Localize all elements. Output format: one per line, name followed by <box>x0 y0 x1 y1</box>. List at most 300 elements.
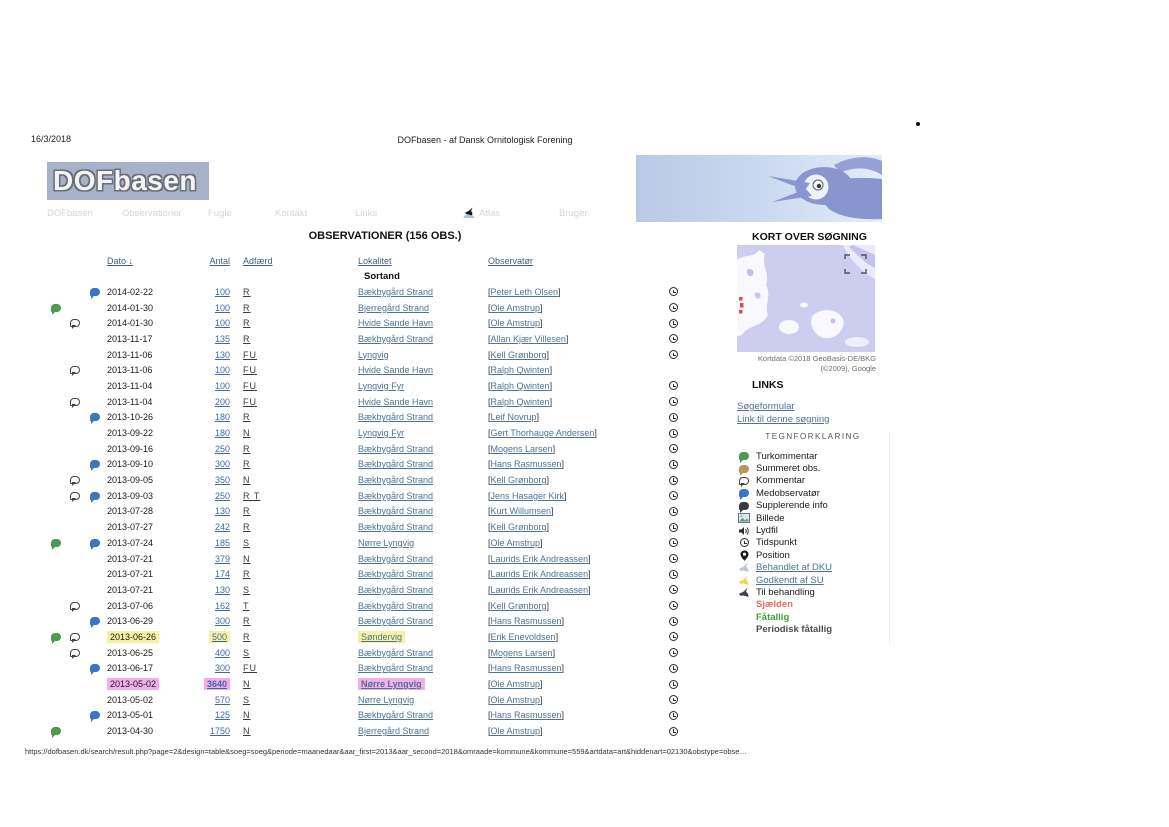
obs-locality-link[interactable]: Bækbygård Strand <box>358 443 434 454</box>
obs-count-link[interactable]: 180 <box>214 412 230 423</box>
obs-observer-link[interactable]: Kell Grønborg <box>490 349 547 360</box>
obs-observer-link[interactable]: Ralph Qwinten <box>490 380 550 391</box>
obs-observer-link[interactable]: Laurids Erik Andreassen <box>490 569 589 580</box>
obs-date: 2013-09-22 <box>107 428 154 439</box>
bird-pending-icon <box>738 587 750 598</box>
obs-observer: [Hans Rasmussen] <box>488 459 565 470</box>
obs-observer-link[interactable]: Ralph Qwinten <box>490 396 550 407</box>
kommentar-icon[interactable] <box>70 476 80 484</box>
obs-locality-link[interactable]: Lyngvig Fyr <box>358 428 405 439</box>
obs-date: 2013-11-06 <box>107 365 153 376</box>
obs-locality-link[interactable]: Bækbygård Strand <box>358 553 434 564</box>
obs-behavior-link[interactable]: R <box>243 616 251 627</box>
links-list <box>737 401 829 426</box>
table-row <box>46 661 696 677</box>
obs-count-link[interactable]: 162 <box>214 600 230 611</box>
obs-observer: [Peter Leth Olsen] <box>488 286 561 297</box>
obs-observer-link[interactable]: Ole Amstrup <box>490 679 541 690</box>
obs-observer-link[interactable]: Ole Amstrup <box>490 537 541 548</box>
legend-label[interactable]: Behandlet af DKU <box>756 562 833 574</box>
legend-item <box>737 623 889 635</box>
obs-count-link[interactable]: 100 <box>214 365 230 376</box>
obs-observer-link[interactable]: Jens Hasager Kirk <box>490 490 565 501</box>
legend-label: Billede <box>756 512 785 524</box>
obs-behavior-link[interactable]: R <box>243 631 251 642</box>
legend-item <box>737 549 889 561</box>
map-attribution: Kortdata ©2018 GeoBasis-DE/BKG (©2009), Google <box>757 354 876 373</box>
legend-label: Summeret obs. <box>756 463 821 475</box>
table-row <box>46 645 696 661</box>
table-row <box>46 410 696 426</box>
table-row <box>46 582 696 598</box>
kommentar-icon[interactable] <box>70 398 80 406</box>
obs-count-link[interactable]: 250 <box>214 443 230 454</box>
obs-date: 2013-11-17 <box>107 333 153 344</box>
obs-count-link[interactable]: 174 <box>214 569 230 580</box>
table-row <box>46 378 696 394</box>
obs-observer: [Hans Rasmussen] <box>488 710 565 721</box>
obs-behavior-link[interactable]: R <box>243 318 251 329</box>
obs-observer-link[interactable]: Kurt Willumsen <box>490 506 552 517</box>
obs-observer: [Laurids Erik Andreassen] <box>488 569 591 580</box>
turkommentar-icon[interactable] <box>51 727 61 735</box>
links-section-title: LINKS <box>752 379 784 391</box>
legend-label: Lydfil <box>756 525 778 537</box>
obs-observer: [Ralph Qwinten] <box>488 365 553 376</box>
obs-behavior-link[interactable]: S <box>243 647 251 658</box>
obs-count-link[interactable]: 242 <box>214 522 230 533</box>
obs-observer-link[interactable]: Kell Grønborg <box>490 522 547 533</box>
obs-date: 2013-07-27 <box>107 522 154 533</box>
table-row <box>46 394 696 410</box>
legend-label: Tidspunkt <box>756 537 797 549</box>
kommentar-icon[interactable] <box>70 649 80 657</box>
obs-observer: [Ole Amstrup] <box>488 726 543 737</box>
obs-locality-link[interactable]: Bækbygård Strand <box>358 506 434 517</box>
obs-observer-link[interactable]: Mogens Larsen <box>490 647 553 658</box>
obs-count-link[interactable]: 180 <box>214 428 230 439</box>
table-header-row <box>46 253 696 269</box>
tidspunkt-icon <box>669 711 678 720</box>
kommentar-icon[interactable] <box>70 633 80 641</box>
obs-locality-link[interactable]: Hvide Sande Havn <box>358 396 434 407</box>
tidspunkt-icon <box>669 664 678 673</box>
obs-observer: [Leif Novrup] <box>488 412 540 423</box>
obs-observer: [Ole Amstrup] <box>488 694 543 705</box>
obs-observer-link[interactable]: Ole Amstrup <box>490 318 541 329</box>
observations-title: OBSERVATIONER (156 OBS.) <box>308 230 462 242</box>
kommentar-icon[interactable] <box>70 319 80 327</box>
obs-observer-link[interactable]: Peter Leth Olsen <box>490 286 559 297</box>
obs-observer-link[interactable]: Gert Thorhauge Andersen <box>490 428 595 439</box>
obs-locality-link[interactable]: Lyngvig <box>358 349 389 360</box>
obs-date: 2013-11-04 <box>107 396 153 407</box>
obs-observer: [Kell Grønborg] <box>488 600 550 611</box>
obs-behavior-link[interactable]: S <box>243 694 251 705</box>
obs-observer: [Ole Amstrup] <box>488 318 543 329</box>
tidspunkt-icon <box>669 350 678 359</box>
obs-behavior-link[interactable]: S <box>243 584 251 595</box>
obs-behavior-link[interactable]: R T <box>243 490 261 501</box>
legend-title: TEGNFORKLARING <box>765 432 861 441</box>
obs-observer-link[interactable]: Ralph Qwinten <box>490 365 550 376</box>
nav-item-links[interactable]: Links <box>355 208 378 219</box>
turkommentar-icon[interactable] <box>51 304 61 312</box>
legend-label: Kommentar <box>756 475 806 487</box>
obs-behavior-link[interactable]: T <box>243 600 250 611</box>
col-header-dato[interactable]: Dato ↓ <box>107 256 134 266</box>
obs-date: 2013-06-26 <box>105 632 201 642</box>
medobservator-icon[interactable] <box>90 711 100 719</box>
obs-behavior-link[interactable]: R <box>243 412 251 423</box>
obs-locality-link[interactable]: Hvide Sande Havn <box>358 365 434 376</box>
tidspunkt-icon <box>669 523 678 532</box>
table-row <box>46 676 696 692</box>
obs-locality-link[interactable]: Bækbygård Strand <box>358 616 434 627</box>
obs-observer-link[interactable]: Kell Grønborg <box>490 600 547 611</box>
obs-count-link[interactable]: 500 <box>209 631 230 643</box>
obs-behavior-link[interactable]: N <box>243 679 251 690</box>
obs-count-link[interactable]: 100 <box>214 380 230 391</box>
tidspunkt-icon <box>740 538 749 547</box>
table-row <box>46 441 696 457</box>
medobservator-icon[interactable] <box>90 413 100 421</box>
obs-date: 2013-07-28 <box>107 506 154 517</box>
obs-count-link[interactable]: 130 <box>214 584 230 595</box>
legend-item <box>737 475 889 487</box>
obs-locality-link[interactable]: Bækbygård Strand <box>358 647 434 658</box>
obs-observer: [Jens Hasager Kirk] <box>488 490 567 501</box>
tidspunkt-icon <box>669 570 678 579</box>
obs-locality-link[interactable]: Bækbygård Strand <box>358 584 434 595</box>
legend-item <box>737 500 889 512</box>
obs-observer-link[interactable]: Ole Amstrup <box>490 726 541 737</box>
obs-observer: [Hans Rasmussen] <box>488 663 565 674</box>
tidspunkt-icon <box>669 507 678 516</box>
obs-observer-link[interactable]: Erik Enevoldsen <box>490 631 556 642</box>
legend-panel <box>737 432 890 644</box>
obs-locality-link[interactable]: Bækbygård Strand <box>358 412 434 423</box>
obs-count-link[interactable]: 100 <box>214 318 230 329</box>
table-row <box>46 566 696 582</box>
obs-locality-link[interactable]: Bækbygård Strand <box>358 569 434 580</box>
obs-behavior-link[interactable]: FU <box>243 663 257 674</box>
obs-behavior-link[interactable]: R <box>243 459 251 470</box>
obs-observer: [Kell Grønborg] <box>488 349 550 360</box>
obs-date: 2013-07-21 <box>107 569 154 580</box>
tidspunkt-icon <box>669 287 678 296</box>
obs-count-link[interactable]: 185 <box>214 537 230 548</box>
table-row <box>46 613 696 629</box>
tidspunkt-icon <box>669 429 678 438</box>
obs-observer: [Ole Amstrup] <box>488 537 543 548</box>
obs-date: 2014-01-30 <box>107 302 154 313</box>
obs-observer: [Ole Amstrup] <box>488 679 543 690</box>
obs-date: 2013-06-25 <box>107 647 154 658</box>
obs-count-link[interactable]: 125 <box>214 710 230 721</box>
obs-behavior-link[interactable]: FU <box>243 396 257 407</box>
tidspunkt-icon <box>669 727 678 736</box>
obs-date: 2013-09-05 <box>107 475 154 486</box>
medobservator-icon[interactable] <box>90 617 100 625</box>
nav-item-kontakt[interactable]: Kontakt <box>275 208 308 219</box>
table-row <box>46 457 696 473</box>
obs-observer-link[interactable]: Hans Rasmussen <box>490 710 562 721</box>
table-row <box>46 551 696 567</box>
kommentar-icon[interactable] <box>70 492 80 500</box>
legend-item <box>737 487 889 499</box>
obs-date: 2014-01-30 <box>107 318 154 329</box>
obs-behavior-link[interactable]: R <box>243 333 251 344</box>
obs-observer-link[interactable]: Leif Novrup <box>490 412 537 423</box>
tidspunkt-icon <box>669 334 678 343</box>
table-row <box>46 723 696 739</box>
obs-observer: [Mogens Larsen] <box>488 647 556 658</box>
obs-observer: [Laurids Erik Andreassen] <box>488 584 591 595</box>
medobservator-icon[interactable] <box>90 664 100 672</box>
obs-observer: [Allan Kjær Villesen] <box>488 333 569 344</box>
species-name: Sortand <box>364 271 400 282</box>
obs-count-link[interactable]: 300 <box>214 616 230 627</box>
tidspunkt-icon <box>669 601 678 610</box>
obs-locality-link[interactable]: Bjerregård Strand <box>358 726 430 737</box>
nav-item-observationer[interactable]: Observationer <box>122 208 182 219</box>
tidspunkt-icon <box>669 695 678 704</box>
position-icon <box>740 550 749 561</box>
medobservator-icon[interactable] <box>90 492 100 500</box>
table-row <box>46 535 696 551</box>
obs-locality-link[interactable]: Bækbygård Strand <box>358 710 434 721</box>
obs-observer-link[interactable]: Allan Kjær Villesen <box>490 333 566 344</box>
col-header-lokalitet[interactable]: Lokalitet <box>358 256 392 266</box>
obs-count-link[interactable]: 3640 <box>204 678 230 690</box>
medobservator-icon <box>739 489 749 497</box>
col-header-antal[interactable]: Antal <box>209 256 230 266</box>
obs-count-link[interactable]: 379 <box>214 553 230 564</box>
obs-date: 2013-05-02 <box>107 694 154 705</box>
legend-item <box>737 450 889 462</box>
obs-count-link[interactable]: 130 <box>214 349 230 360</box>
obs-count-link[interactable]: 100 <box>214 286 230 297</box>
nav-item-bruger[interactable]: Bruger <box>559 208 588 219</box>
observations-table <box>46 253 696 739</box>
obs-count-link[interactable]: 250 <box>214 490 230 501</box>
obs-behavior-link[interactable]: N <box>243 475 251 486</box>
obs-date: 2013-09-16 <box>107 443 154 454</box>
dofbasen-logo-text: DOFbasen <box>53 165 198 196</box>
obs-observer: [Kurt Willumsen] <box>488 506 554 517</box>
legend-label: Til behandling <box>756 586 815 598</box>
obs-count-link[interactable]: 350 <box>214 475 230 486</box>
tidspunkt-icon <box>669 413 678 422</box>
nav-item-atlas[interactable]: Atlas <box>479 208 501 219</box>
obs-observer-link[interactable]: Kell Grønborg <box>490 475 547 486</box>
kommentar-icon <box>739 477 749 485</box>
obs-count-link[interactable]: 130 <box>214 506 230 517</box>
obs-observer-link[interactable]: Hans Rasmussen <box>490 459 562 470</box>
turkommentar-icon[interactable] <box>51 633 61 641</box>
kommentar-icon[interactable] <box>70 366 80 374</box>
obs-date: 2013-11-04 <box>107 380 153 391</box>
table-row <box>46 488 696 504</box>
obs-locality-link[interactable]: Bækbygård Strand <box>358 600 434 611</box>
obs-date: 2013-09-03 <box>107 490 154 501</box>
obs-behavior-link[interactable]: FU <box>243 349 257 360</box>
turkommentar-icon <box>739 452 749 460</box>
legend-label: Supplerende info <box>756 500 828 512</box>
atlas-bird-icon[interactable] <box>462 205 476 219</box>
obs-locality-link[interactable]: Bjerregård Strand <box>358 302 430 313</box>
obs-date: 2013-07-21 <box>107 584 154 595</box>
table-row <box>46 598 696 614</box>
obs-locality-link[interactable]: Lyngvig Fyr <box>358 380 405 391</box>
table-row <box>46 362 696 378</box>
scan-speck <box>916 122 920 126</box>
col-header-observator[interactable]: Observatør <box>488 256 534 266</box>
tidspunkt-icon <box>669 397 678 406</box>
table-row <box>46 331 696 347</box>
obs-locality-link[interactable]: Bækbygård Strand <box>358 490 434 501</box>
print-footer-url: https://dofbasen.dk/search/result.php?page=2&design=table&soeg=soeg&periode=maanedaar&aar_first=2013&aar_second=2018&omraade=kommune&kommune=559&artdata=art&hiddenart=02130&obstype=obse… <box>25 747 747 756</box>
turkommentar-icon[interactable] <box>51 539 61 547</box>
obs-date: 2013-05-02 <box>105 679 201 689</box>
legend-label: Position <box>756 549 790 561</box>
nav-item-fugle[interactable]: Fugle <box>208 208 232 219</box>
tidspunkt-icon <box>669 585 678 594</box>
obs-observer-link[interactable]: Mogens Larsen <box>490 443 553 454</box>
obs-behavior-link[interactable]: R <box>243 522 251 533</box>
legend-label: Sjælden <box>756 599 793 611</box>
obs-behavior-link[interactable]: R <box>243 569 251 580</box>
nav-item-dofbasen[interactable]: DOFbasen <box>47 208 93 219</box>
obs-locality-link[interactable]: Bækbygård Strand <box>358 333 434 344</box>
legend-item <box>737 562 889 574</box>
tidspunkt-icon <box>669 381 678 390</box>
table-row <box>46 425 696 441</box>
obs-behavior-link[interactable]: S <box>243 537 251 548</box>
obs-locality-link[interactable]: Nørre Lyngvig <box>358 694 415 705</box>
obs-locality-link[interactable]: Bækbygård Strand <box>358 522 434 533</box>
obs-observer-link[interactable]: Laurids Erik Andreassen <box>490 553 589 564</box>
legend-label[interactable]: Godkendt af SU <box>756 574 824 586</box>
obs-behavior-link[interactable]: FU <box>243 365 257 376</box>
obs-behavior-link[interactable]: N <box>243 710 251 721</box>
species-row <box>46 269 696 284</box>
link-sogeformular[interactable]: Søgeformular <box>737 401 795 412</box>
medobservator-icon[interactable] <box>90 288 100 296</box>
obs-date: 2013-07-21 <box>107 553 154 564</box>
medobservator-icon[interactable] <box>90 539 100 547</box>
legend-item <box>737 524 889 536</box>
print-header-title: DOFbasen - af Dansk Ornitologisk Forening <box>397 135 573 145</box>
table-row <box>46 347 696 363</box>
obs-date: 2013-06-17 <box>107 663 154 674</box>
obs-count-link[interactable]: 1750 <box>209 726 230 737</box>
legend-label: Medobservatør <box>756 487 820 499</box>
supplerende-info-icon <box>739 502 749 510</box>
obs-observer-link[interactable]: Laurids Erik Andreassen <box>490 584 589 595</box>
table-row <box>46 284 696 300</box>
link-til-denne-sogning[interactable]: Link til denne søgning <box>737 413 830 425</box>
table-row <box>46 629 696 645</box>
bird-dku-icon <box>738 562 750 573</box>
obs-observer-link[interactable]: Ole Amstrup <box>490 302 541 313</box>
obs-observer-link[interactable]: Hans Rasmussen <box>490 663 562 674</box>
legend-item <box>737 512 889 524</box>
dofbasen-logo[interactable] <box>47 162 209 200</box>
obs-observer: [Hans Rasmussen] <box>488 616 565 627</box>
obs-locality-link[interactable]: Nørre Lyngvig <box>358 537 415 548</box>
obs-observer-link[interactable]: Ole Amstrup <box>490 694 541 705</box>
obs-count-link[interactable]: 300 <box>214 663 230 674</box>
obs-date: 2013-07-24 <box>107 537 154 548</box>
obs-locality-link[interactable]: Bækbygård Strand <box>358 286 434 297</box>
obs-locality-link[interactable]: Bækbygård Strand <box>358 663 434 674</box>
kommentar-icon[interactable] <box>70 602 80 610</box>
obs-observer: [Erik Enevoldsen] <box>488 631 559 642</box>
tidspunkt-icon <box>669 680 678 689</box>
obs-count-link[interactable]: 300 <box>214 459 230 470</box>
obs-count-link[interactable]: 100 <box>214 302 230 313</box>
obs-date: 2013-05-01 <box>107 710 154 721</box>
obs-date: 2013-09-10 <box>107 459 154 470</box>
obs-behavior-link[interactable]: N <box>243 726 251 737</box>
legend-label: Periodisk fåtallig <box>756 624 833 636</box>
obs-behavior-link[interactable]: N <box>243 428 251 439</box>
obs-behavior-link[interactable]: R <box>243 286 251 297</box>
medobservator-icon[interactable] <box>90 460 100 468</box>
obs-count-link[interactable]: 200 <box>214 396 230 407</box>
summeret-obs-icon <box>739 465 749 473</box>
obs-count-link[interactable]: 400 <box>214 647 230 658</box>
table-row <box>46 472 696 488</box>
obs-locality-link[interactable]: Nørre Lyngvig <box>358 678 425 690</box>
obs-observer: [Ralph Qwinten] <box>488 380 553 391</box>
legend-label: Fåtallig <box>756 611 790 623</box>
tidspunkt-icon <box>669 554 678 563</box>
legend-item <box>737 574 889 586</box>
legend-item <box>737 599 889 611</box>
obs-behavior-link[interactable]: R <box>243 302 251 313</box>
obs-behavior-link[interactable]: R <box>243 506 251 517</box>
obs-behavior-link[interactable]: FU <box>243 380 257 391</box>
obs-locality-link[interactable]: Hvide Sande Havn <box>358 318 434 329</box>
obs-count-link[interactable]: 570 <box>214 694 230 705</box>
obs-observer: [Laurids Erik Andreassen] <box>488 553 591 564</box>
tidspunkt-icon <box>669 303 678 312</box>
obs-observer: [Ole Amstrup] <box>488 302 543 313</box>
legend-item <box>737 586 889 598</box>
col-header-adfaerd[interactable]: Adfærd <box>243 256 273 266</box>
tidspunkt-icon <box>669 444 678 453</box>
obs-behavior-link[interactable]: N <box>243 553 251 564</box>
obs-locality-link[interactable]: Søndervig <box>358 631 405 643</box>
obs-behavior-link[interactable]: R <box>243 443 251 454</box>
obs-count-link[interactable]: 135 <box>214 333 230 344</box>
obs-observer: [Kell Grønborg] <box>488 522 550 533</box>
search-result-map[interactable] <box>737 245 875 352</box>
obs-locality-link[interactable]: Bækbygård Strand <box>358 475 434 486</box>
bird-banner-image <box>636 155 882 222</box>
billede-icon <box>738 513 750 523</box>
obs-observer-link[interactable]: Hans Rasmussen <box>490 616 562 627</box>
obs-date: 2013-07-06 <box>107 600 154 611</box>
obs-date: 2013-04-30 <box>107 726 154 737</box>
tidspunkt-icon <box>669 319 678 328</box>
legend-item <box>737 462 889 474</box>
obs-locality-link[interactable]: Bækbygård Strand <box>358 459 434 470</box>
obs-observer: [Ralph Qwinten] <box>488 396 553 407</box>
